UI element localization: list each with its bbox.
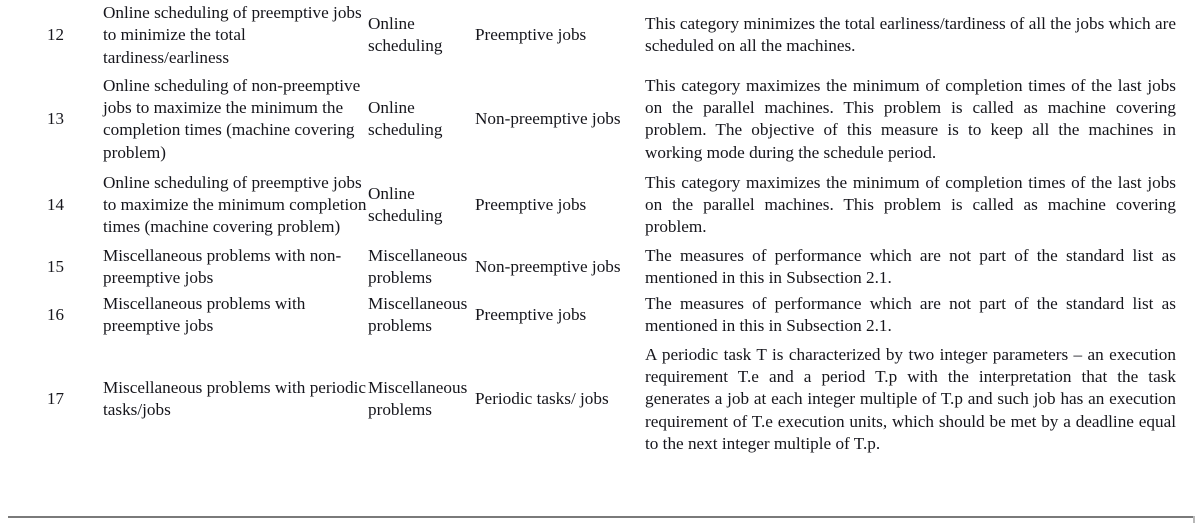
row-number: 12 [47,25,64,45]
measure-name: Online scheduling of non-preemptive jobs to maximize the minimum the completion times (machine covering problem) [103,75,361,162]
job-type-cell [475,71,645,168]
description: This category maximizes the minimum of completion times of the last jobs on the parallel machines. This problem is called as machine covering problem. [645,172,1176,237]
row-number-cell [8,71,103,168]
table-row [8,168,1176,243]
row-number-cell [8,243,103,292]
row-number: 13 [47,109,64,129]
job-type: Preemptive jobs [475,195,587,215]
table-row [8,291,1176,340]
job-type: Periodic tasks/ jobs [475,389,609,409]
row-number-cell [8,291,103,340]
category-cell [368,71,475,168]
category-cell [368,340,475,457]
category-cell [368,168,475,243]
job-type-cell [475,243,645,292]
table-bottom-border [8,516,1195,518]
description: This category minimizes the total earliness/tardiness of all the jobs which are scheduled on all the machines. [645,14,1176,56]
category: Miscellaneous problems [368,294,468,336]
row-number-cell [8,168,103,243]
measure-name: Online scheduling of preemptive jobs to maximize the minimum completion times (machine covering problem) [103,172,367,237]
measure-name-cell [103,71,368,168]
description-cell [645,71,1176,168]
row-number-cell [8,340,103,457]
job-type: Preemptive jobs [475,25,587,45]
row-number: 14 [47,195,64,215]
description-cell [645,340,1176,457]
description-cell [645,0,1176,71]
description-cell [645,291,1176,340]
category: Miscellaneous problems [368,378,468,420]
description-cell [645,168,1176,243]
measure-name: Miscellaneous problems with preemptive jobs [103,294,306,336]
job-type: Non-preemptive jobs [475,256,621,276]
table-body [8,0,1176,457]
description-cell [645,243,1176,292]
table-row [8,243,1176,292]
table-row [8,0,1176,71]
measure-name-cell [103,243,368,292]
measure-name-cell [103,340,368,457]
job-type-cell [475,340,645,457]
measure-name-cell [103,291,368,340]
description: The measures of performance which are not part of the standard list as mentioned in this in Subsection 2.1. [645,294,1176,336]
job-type-cell [475,0,645,71]
measure-name: Online scheduling of preemptive jobs to minimize the total tardiness/earliness [103,3,362,67]
category-cell [368,243,475,292]
job-type-cell [475,291,645,340]
row-number: 17 [47,389,64,409]
table-corner-tick [1193,516,1195,523]
table-row [8,340,1176,457]
category: Online scheduling [368,14,443,56]
job-type: Non-preemptive jobs [475,109,621,129]
row-number: 15 [47,256,64,276]
row-number: 16 [47,305,64,325]
scheduling-measures-table [8,0,1176,457]
description: The measures of performance which are not part of the standard list as mentioned in this in Subsection 2.1. [645,245,1176,287]
measure-name-cell [103,0,368,71]
row-number-cell [8,0,103,71]
category-cell [368,0,475,71]
measure-name-cell [103,168,368,243]
measure-name: Miscellaneous problems with periodic tasks/jobs [103,378,367,420]
category: Online scheduling [368,183,443,226]
table-row [8,71,1176,168]
category: Miscellaneous problems [368,245,468,287]
job-type: Preemptive jobs [475,305,587,325]
measure-name: Miscellaneous problems with non-preemptive jobs [103,245,342,287]
job-type-cell [475,168,645,243]
description: A periodic task T is characterized by two integer parameters – an execution requirement T.e and a period T.p with the interpretation that the task generates a job at each integer multiple of T.p and such job has an execution requirement of T.e execution units, which should be met by a deadline equal to the next integer multiple of T.p. [645,344,1176,453]
category-cell [368,291,475,340]
category: Online scheduling [368,98,443,140]
description: This category maximizes the minimum of completion times of the last jobs on the parallel machines. This problem is called as machine covering problem. The objective of this measure is to keep all the machines in working mode during the schedule period. [645,75,1176,162]
